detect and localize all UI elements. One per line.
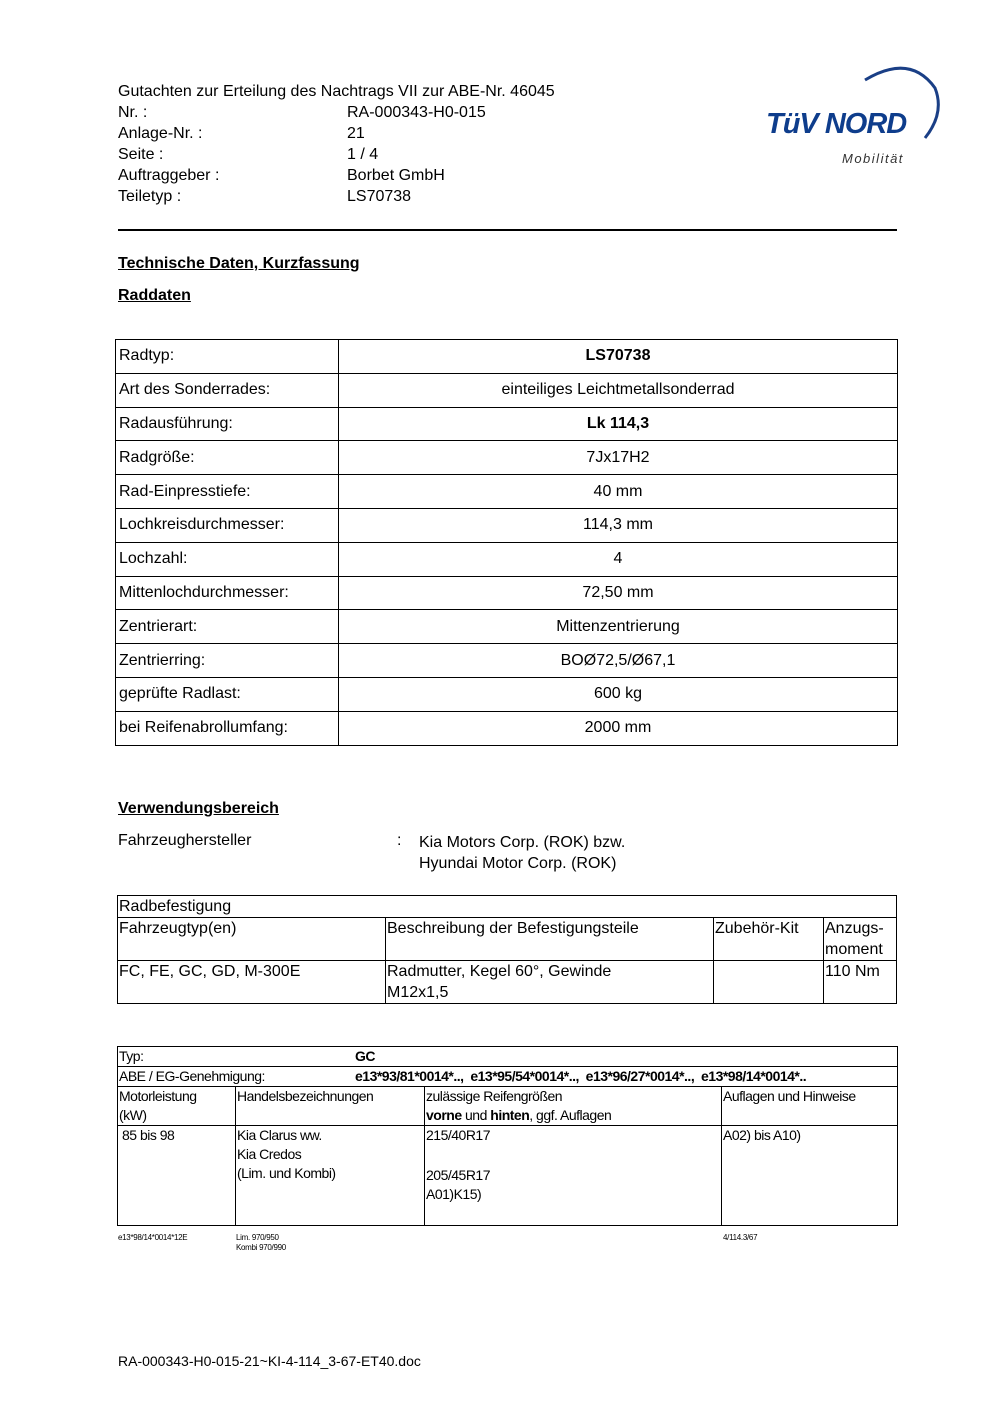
radbefestigung-title: Radbefestigung xyxy=(118,896,897,918)
table-row xyxy=(116,610,898,644)
cell-motorleistung: 85 bis 98 xyxy=(118,1126,236,1226)
typ-table xyxy=(117,1046,898,1226)
table-row xyxy=(116,441,898,475)
tuev-nord-logo xyxy=(760,58,945,173)
section-title: Technische Daten, Kurzfassung xyxy=(118,255,360,272)
hersteller-values xyxy=(419,832,625,874)
row-label: Zentrierring: xyxy=(116,644,339,678)
cell-auflagen: A02) bis A10) xyxy=(722,1126,898,1226)
verwendung-title: Verwendungsbereich xyxy=(118,800,279,817)
table-row xyxy=(118,961,897,1004)
cell-zubehoer-kit xyxy=(714,961,824,1004)
typ-row xyxy=(118,1047,898,1067)
row-value: 600 kg xyxy=(339,677,898,711)
table-header-row xyxy=(118,918,897,961)
row-label: Radtyp: xyxy=(116,340,339,374)
table-row xyxy=(116,407,898,441)
row-value: 40 mm xyxy=(339,475,898,509)
table-header-row xyxy=(118,1087,898,1126)
document-title: Gutachten zur Erteilung des Nachtrags VII zur ABE-Nr. 46045 xyxy=(118,83,555,100)
section-subtitle: Raddaten xyxy=(118,287,191,304)
header-handelsbezeichnungen: Handelsbezeichnungen xyxy=(236,1087,425,1126)
footnote-ref: 4/114.3/67 xyxy=(723,1233,758,1242)
table-row xyxy=(116,644,898,678)
row-value: 2000 mm xyxy=(339,711,898,745)
table-row xyxy=(118,1047,898,1067)
header-zubehoer-kit: Zubehör-Kit xyxy=(714,918,824,961)
row-label: Rad-Einpresstiefe: xyxy=(116,475,339,509)
row-label: Radausführung: xyxy=(116,407,339,441)
raddaten-table xyxy=(115,339,898,746)
abe-label: ABE / EG-Genehmigung: xyxy=(119,1068,265,1084)
header-reifengroessen: zulässige Reifengrößen vorne und hinten, ggf. Auflagen xyxy=(425,1087,722,1126)
row-label: Lochkreisdurchmesser: xyxy=(116,508,339,542)
cell-fahrzeugtyp: FC, FE, GC, GD, M-300E xyxy=(118,961,386,1004)
header-row-nr: Nr. : RA-000343-H0-015 xyxy=(118,104,486,121)
table-row xyxy=(116,340,898,374)
row-label: bei Reifenabrollumfang: xyxy=(116,711,339,745)
row-label: Radgröße: xyxy=(116,441,339,475)
table-row xyxy=(116,373,898,407)
cell-handelsbezeichnungen: Kia Clarus ww. Kia Credos (Lim. und Kombi) xyxy=(236,1126,425,1226)
row-value: 4 xyxy=(339,542,898,576)
header-fahrzeugtyp: Fahrzeugtyp(en) xyxy=(118,918,386,961)
header-row-seite: Seite : 1 / 4 xyxy=(118,146,379,163)
row-value: 7Jx17H2 xyxy=(339,441,898,475)
table-row xyxy=(116,576,898,610)
table-row xyxy=(118,1126,898,1226)
abe-row xyxy=(118,1067,898,1087)
header-beschreibung: Beschreibung der Befestigungsteile xyxy=(386,918,714,961)
header-row-anlage: Anlage-Nr. : 21 xyxy=(118,125,365,142)
row-label: Art des Sonderrades: xyxy=(116,373,339,407)
table-row xyxy=(118,1067,898,1087)
row-value: 114,3 mm xyxy=(339,508,898,542)
table-row xyxy=(116,711,898,745)
table-row xyxy=(116,677,898,711)
table-row xyxy=(116,475,898,509)
header-divider xyxy=(118,229,897,231)
table-row xyxy=(116,508,898,542)
logo-sub: Mobilität xyxy=(842,151,904,166)
abe-value: e13*93/81*0014*.., e13*95/54*0014*.., e13*96/27*0014*.., e13*98/14*0014*.. xyxy=(355,1068,807,1084)
cell-reifengroessen: 215/40R17 205/45R17 A01)K15) xyxy=(425,1126,722,1226)
cell-anzugsmoment: 110 Nm xyxy=(824,961,897,1004)
typ-label: Typ: xyxy=(119,1048,144,1064)
header-auflagen: Auflagen und Hinweise xyxy=(722,1087,898,1126)
row-label: Lochzahl: xyxy=(116,542,339,576)
typ-value: GC xyxy=(355,1048,375,1064)
hersteller-line-2: Hyundai Motor Corp. (ROK) xyxy=(419,855,617,872)
footnote-code: e13*98/14*0014*12E xyxy=(118,1233,188,1242)
table-row xyxy=(118,896,897,918)
hersteller-line-1: Kia Motors Corp. (ROK) bzw. xyxy=(419,834,626,851)
radbefestigung-table xyxy=(117,895,897,1004)
row-label: Mittenlochdurchmesser: xyxy=(116,576,339,610)
row-value: Mittenzentrierung xyxy=(339,610,898,644)
document-header xyxy=(118,81,555,207)
hersteller-colon: : xyxy=(397,832,402,849)
header-row-auftraggeber: Auftraggeber : Borbet GmbH xyxy=(118,167,445,184)
row-value: 72,50 mm xyxy=(339,576,898,610)
row-value: LS70738 xyxy=(339,340,898,374)
header-motorleistung: Motorleistung (kW) xyxy=(118,1087,236,1126)
header-anzugsmoment: Anzugs- moment xyxy=(824,918,897,961)
row-label: geprüfte Radlast: xyxy=(116,677,339,711)
cell-beschreibung: Radmutter, Kegel 60°, Gewinde M12x1,5 xyxy=(386,961,714,1004)
row-value: einteiliges Leichtmetallsonderrad xyxy=(339,373,898,407)
footnote-lim-kombi: Lim. 970/950 Kombi 970/990 xyxy=(236,1233,286,1252)
table-row xyxy=(116,542,898,576)
header-row-teiletyp: Teiletyp : LS70738 xyxy=(118,188,412,205)
row-value: BOØ72,5/Ø67,1 xyxy=(339,644,898,678)
hersteller-label: Fahrzeughersteller xyxy=(118,832,252,849)
row-value: Lk 114,3 xyxy=(339,407,898,441)
footer-filename: RA-000343-H0-015-21~KI-4-114_3-67-ET40.doc xyxy=(118,1353,421,1369)
row-label: Zentrierart: xyxy=(116,610,339,644)
logo-brand: TüV NORD xyxy=(766,108,907,140)
